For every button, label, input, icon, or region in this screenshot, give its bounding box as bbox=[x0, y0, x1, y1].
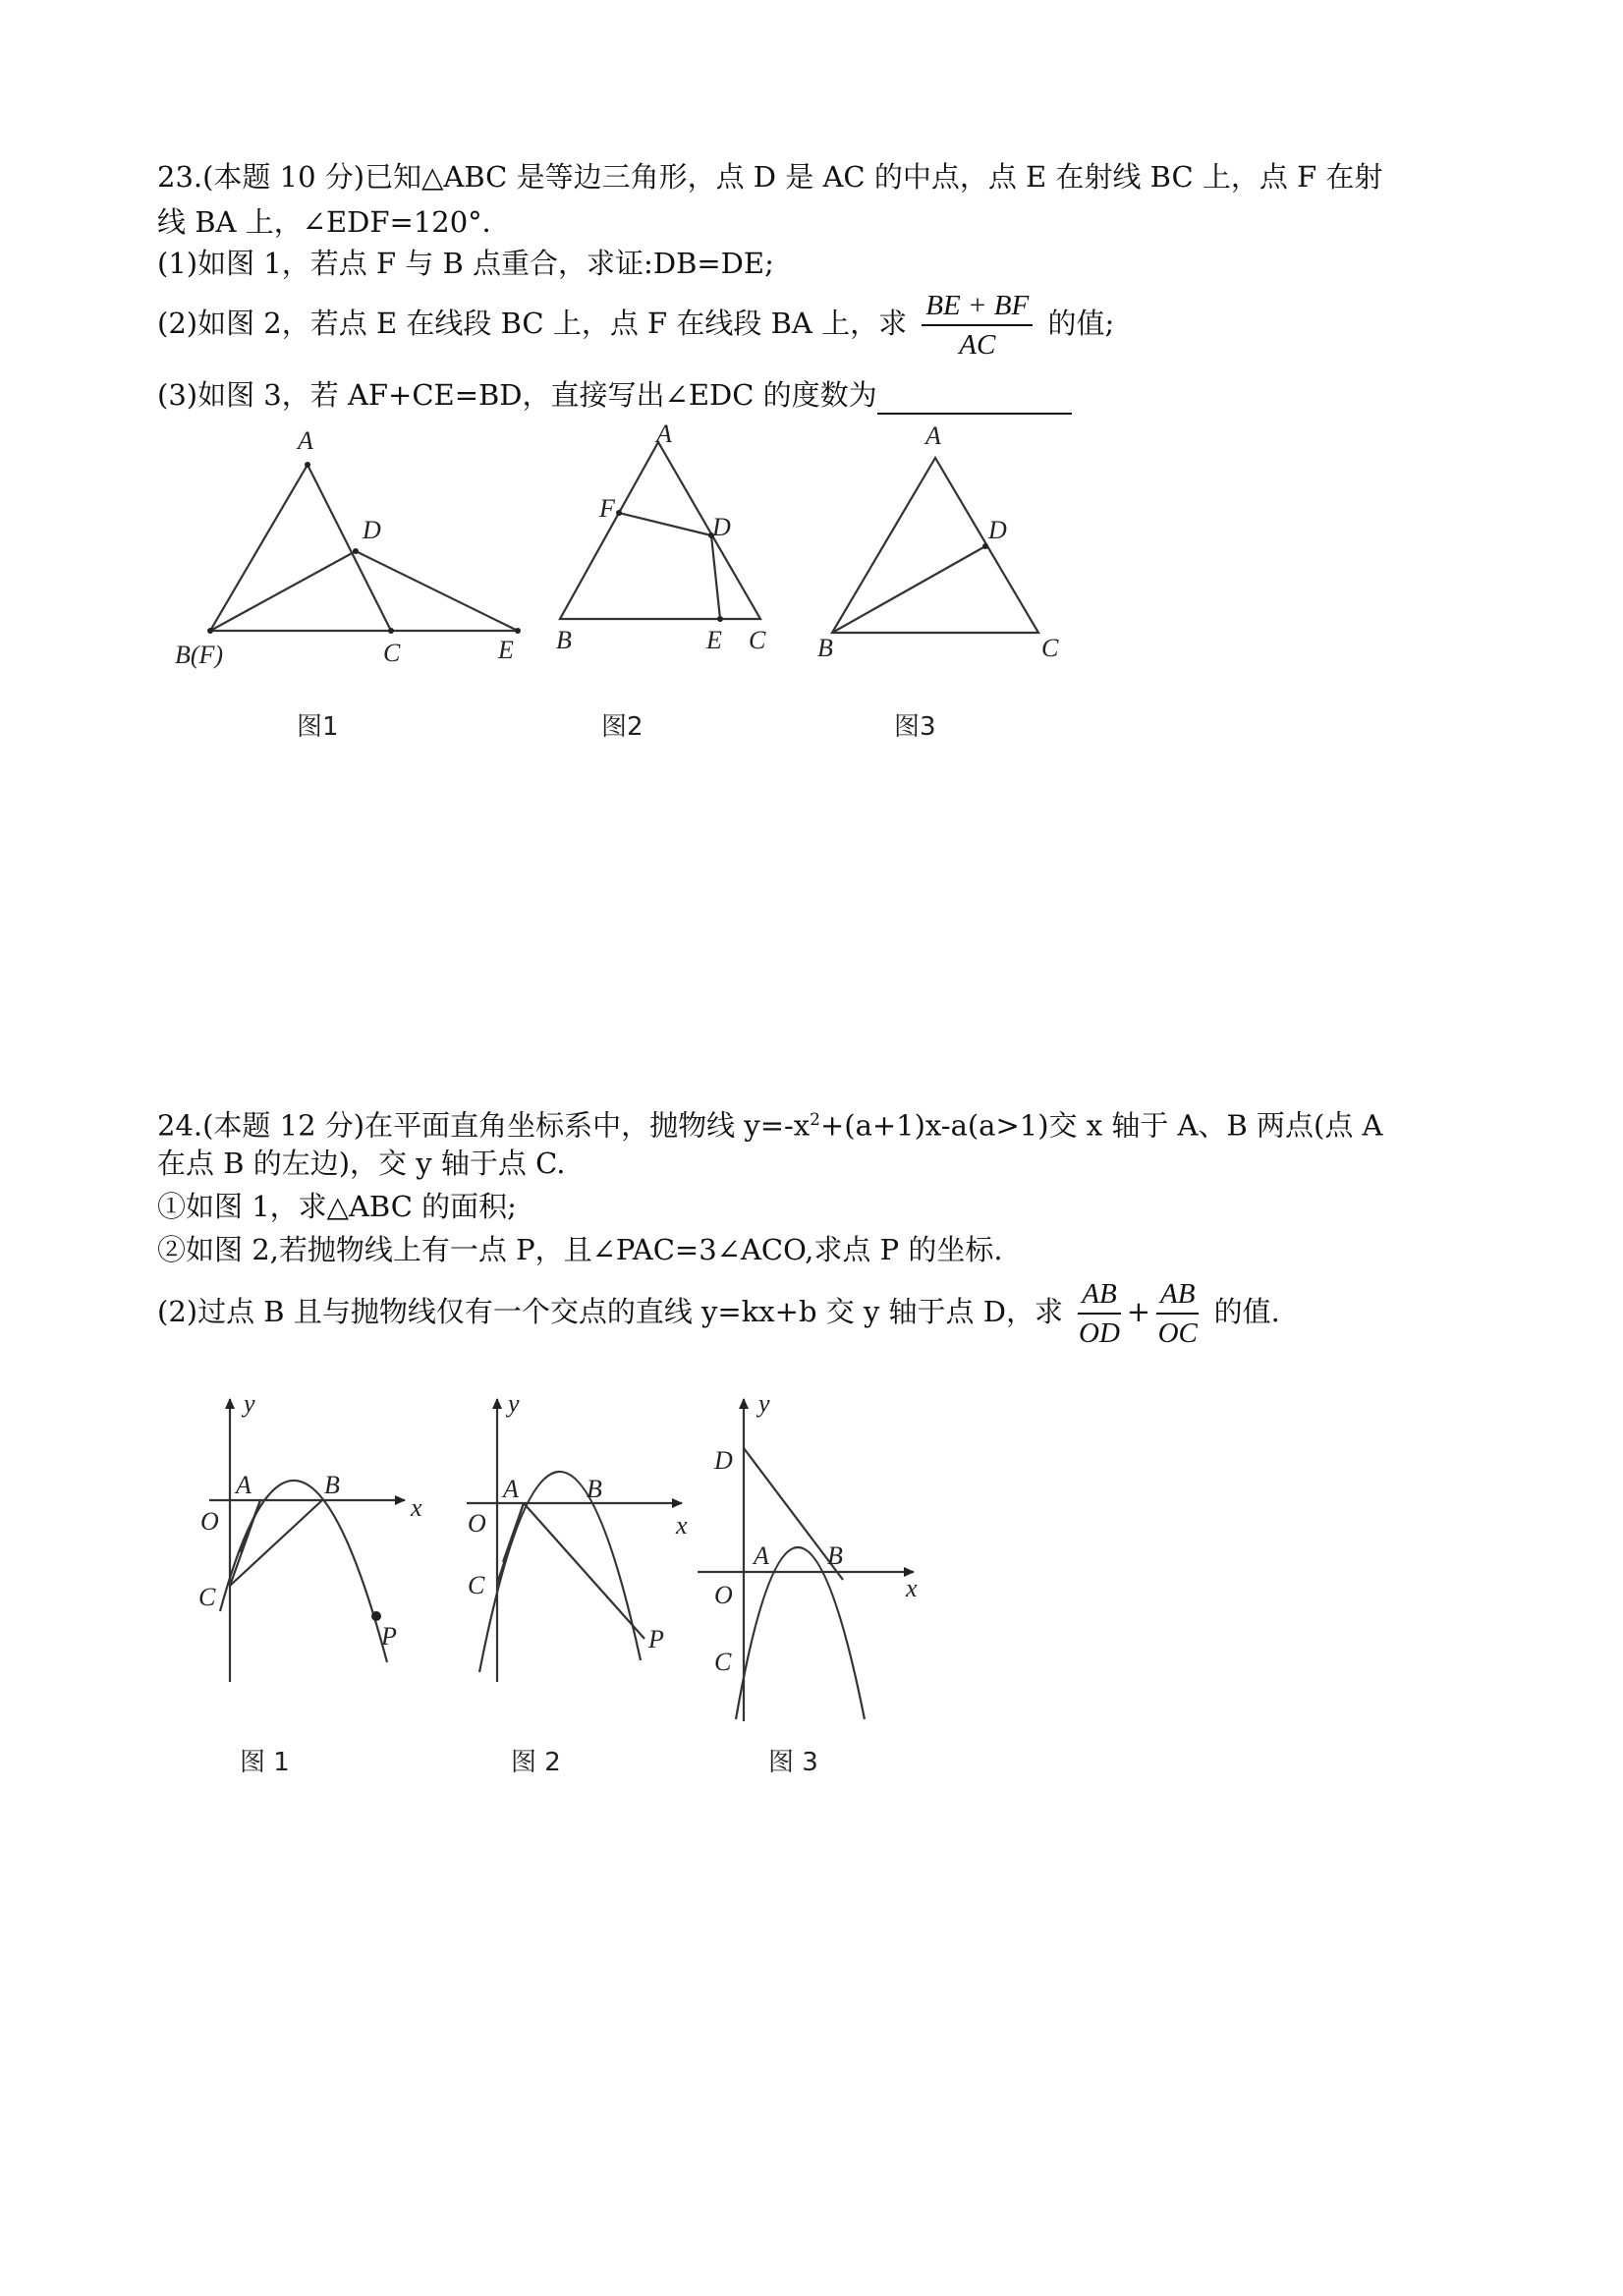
caption-fig2-24: 图 2 bbox=[511, 1748, 561, 1777]
parabola-fig3 bbox=[736, 1547, 865, 1719]
label-c-fig2-24: C bbox=[468, 1571, 485, 1599]
point-d-fig1 bbox=[353, 548, 359, 554]
label-a-fig1: A bbox=[298, 426, 313, 455]
q24-fraction-1-numerator: AB bbox=[1078, 1277, 1120, 1315]
label-y-fig3: y bbox=[758, 1389, 770, 1418]
label-c-fig1: C bbox=[383, 639, 401, 667]
label-d-fig3-24: D bbox=[714, 1446, 733, 1475]
q23-part3-text: (3)如图 3，若 AF+CE=BD，直接写出∠EDC 的度数为 bbox=[157, 378, 877, 412]
label-c-fig3: C bbox=[1041, 634, 1059, 662]
point-e-fig2 bbox=[717, 616, 723, 622]
label-a-fig3-24: A bbox=[754, 1541, 769, 1570]
label-o-fig1: O bbox=[200, 1507, 219, 1536]
caption-fig2: 图2 bbox=[601, 712, 644, 742]
label-b-fig1-24: B bbox=[324, 1471, 340, 1499]
label-p-fig1: P bbox=[381, 1622, 397, 1651]
label-d-fig3: D bbox=[988, 516, 1007, 544]
point-a-fig1 bbox=[305, 462, 310, 468]
q23-line2: 线 BA 上，∠EDF=120°． bbox=[157, 205, 511, 239]
label-y-fig1: y bbox=[244, 1389, 255, 1418]
q24-part2: ②如图 2,若抛物线上有一点 P，且∠PAC=3∠ACO,求点 P 的坐标. bbox=[157, 1233, 1003, 1266]
label-x-fig3: x bbox=[906, 1574, 918, 1602]
q24-part3-suffix: 的值. bbox=[1213, 1295, 1280, 1328]
q24-line1 bbox=[157, 1100, 1383, 1146]
q23-part2-text: (2)如图 2，若点 E 在线段 BC 上，点 F 在线段 BA 上，求 bbox=[157, 307, 908, 340]
q24-figure-1 bbox=[209, 1399, 405, 1682]
q24-part3-text: (2)过点 B 且与抛物线仅有一个交点的直线 y=kx+b 交 y 轴于点 D，求 bbox=[157, 1295, 1064, 1328]
q24-exponent: 2 bbox=[810, 1110, 820, 1130]
label-bf-fig1: B(F) bbox=[175, 641, 224, 669]
label-c-fig1-24: C bbox=[198, 1583, 216, 1611]
q24-fraction-1 bbox=[1078, 1277, 1120, 1350]
label-b-fig2-24: B bbox=[587, 1475, 602, 1503]
segment-fd-fig2 bbox=[619, 513, 711, 535]
q23-figure-1 bbox=[210, 465, 518, 631]
q23-fraction bbox=[922, 289, 1033, 362]
label-e-fig1: E bbox=[498, 636, 514, 664]
q23-part3 bbox=[157, 375, 1072, 415]
label-a-fig2: A bbox=[656, 420, 672, 448]
triangle-abc-fig1 bbox=[210, 465, 391, 631]
q23-figures bbox=[0, 413, 1623, 766]
segment-ac-inner-fig2 bbox=[503, 1503, 524, 1562]
q24-fraction-2 bbox=[1156, 1277, 1199, 1350]
point-c-fig1 bbox=[388, 628, 394, 634]
q24-part1: ①如图 1，求△ABC 的面积; bbox=[157, 1190, 517, 1223]
label-x-fig2: x bbox=[676, 1511, 688, 1540]
q23-part2 bbox=[157, 289, 1114, 362]
segment-bd-fig3 bbox=[832, 546, 985, 633]
caption-fig1: 图1 bbox=[297, 712, 339, 742]
segment-a-apex-fig1 bbox=[241, 1500, 260, 1552]
point-b-fig1 bbox=[207, 628, 213, 634]
caption-fig1-24: 图 1 bbox=[240, 1748, 290, 1777]
q23-part2-suffix: 的值; bbox=[1047, 307, 1115, 340]
answer-blank bbox=[877, 383, 1072, 415]
label-p-fig2: P bbox=[648, 1625, 664, 1653]
q24-part3 bbox=[157, 1277, 1280, 1350]
q24-line1-rest: +(a+1)x-a(a>1)交 x 轴于 A、B 两点(点 A bbox=[819, 1108, 1383, 1143]
q24-line1-text: 24.(本题 12 分)在平面直角坐标系中，抛物线 y=-x bbox=[157, 1108, 811, 1143]
q24-fraction-2-numerator: AB bbox=[1156, 1277, 1199, 1315]
label-y-fig2: y bbox=[508, 1389, 520, 1418]
q23-fraction-numerator: BE + BF bbox=[922, 289, 1033, 326]
caption-fig3-24: 图 3 bbox=[768, 1748, 818, 1777]
segment-bd-fig1 bbox=[210, 551, 356, 631]
label-c-fig3-24: C bbox=[714, 1648, 732, 1676]
caption-fig3: 图3 bbox=[894, 712, 936, 742]
q24-line2: 在点 B 的左边)，交 y 轴于点 C. bbox=[157, 1147, 566, 1180]
label-d-fig1: D bbox=[363, 516, 381, 544]
segment-de-fig1 bbox=[356, 551, 518, 631]
label-a-fig1-24: A bbox=[236, 1471, 252, 1499]
point-f-fig2 bbox=[616, 510, 622, 516]
label-o-fig2: O bbox=[468, 1509, 486, 1538]
q24-fraction-2-denominator: OC bbox=[1157, 1317, 1198, 1349]
q24-figures bbox=[0, 1375, 1623, 1808]
q23-figure-3 bbox=[832, 458, 1038, 633]
label-o-fig3: O bbox=[714, 1581, 733, 1609]
point-p-fig1 bbox=[371, 1611, 381, 1621]
triangle-abc-fig3 bbox=[832, 458, 1038, 633]
label-x-fig1: x bbox=[411, 1493, 422, 1522]
segment-ap-fig2 bbox=[524, 1503, 644, 1639]
plus-sign: + bbox=[1126, 1295, 1150, 1328]
label-a-fig2-24: A bbox=[503, 1475, 519, 1503]
label-e-fig2: E bbox=[706, 626, 722, 654]
q23-line1: 23.(本题 10 分)已知△ABC 是等边三角形，点 D 是 AC 的中点，点 E 在射线 BC 上，点 F 在射 bbox=[157, 160, 1383, 194]
label-b-fig2: B bbox=[556, 626, 572, 654]
q23-part1: (1)如图 1，若点 F 与 B 点重合，求证:DB=DE; bbox=[157, 247, 774, 280]
label-b-fig3-24: B bbox=[827, 1541, 843, 1570]
q24-fraction-1-denominator: OD bbox=[1079, 1317, 1120, 1349]
label-a-fig3: A bbox=[925, 421, 941, 450]
q23-fraction-denominator: AC bbox=[959, 329, 996, 361]
label-d-fig2: D bbox=[712, 513, 731, 541]
label-b-fig3: B bbox=[817, 634, 833, 662]
label-f-fig2: F bbox=[599, 494, 615, 523]
label-c-fig2: C bbox=[749, 626, 766, 654]
point-e-fig1 bbox=[515, 628, 521, 634]
